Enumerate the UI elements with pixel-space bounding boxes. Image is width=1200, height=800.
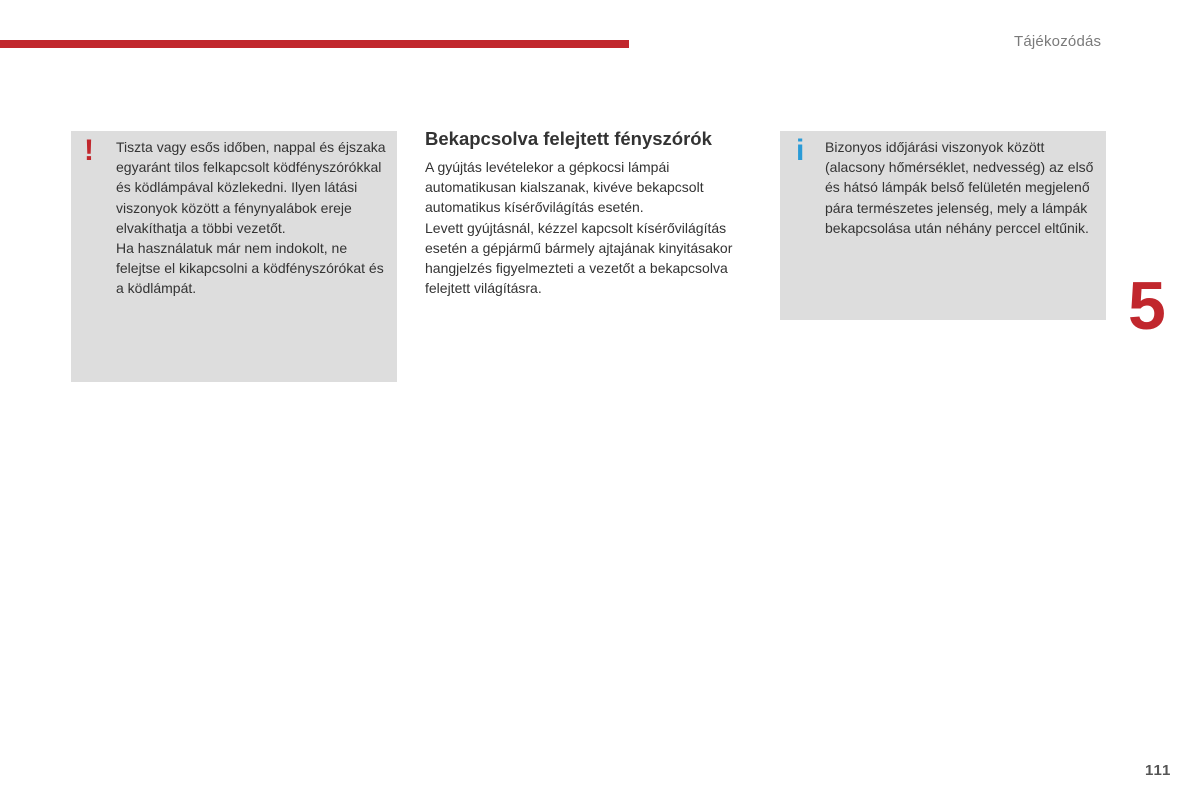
main-paragraph-2: Levett gyújtásnál, kézzel kapcsolt kísérővilágítás esetén a gépjármű bármely ajtajának kinyitásakor hangjelzés figyelmezteti a vezetőt a bekapcsolva felejtett világításra. xyxy=(425,219,733,297)
info-box xyxy=(780,131,1106,320)
main-section xyxy=(425,127,755,298)
info-paragraph-1: Bizonyos időjárási viszonyok között (alacsony hőmérséklet, nedvesség) az első és hátsó lámpák belső felületén megjelenő pára természetes jelenség, mely a lámpák bekapcsolása után néhány perccel eltűnik. xyxy=(825,139,1094,236)
main-paragraph-1: A gyújtás levételekor a gépkocsi lámpái automatikusan kialszanak, kivéve bekapcsolt automatikus kísérővilágítás esetén. xyxy=(425,159,704,216)
chapter-number: 5 xyxy=(1128,268,1166,344)
page-number: 111 xyxy=(1145,762,1172,779)
warning-text xyxy=(116,137,394,299)
warning-paragraph-2: Ha használatuk már nem indokolt, ne felejtse el kikapcsolni a ködfényszórókat és a ködlámpát. xyxy=(116,240,384,297)
info-text xyxy=(825,137,1103,238)
warning-icon: ! xyxy=(84,134,94,167)
info-icon: i xyxy=(796,134,805,167)
section-title: Tájékozódás xyxy=(1014,33,1102,50)
warning-paragraph-1: Tiszta vagy esős időben, nappal és éjszaka egyaránt tilos felkapcsolt ködfényszórókkal és ködlámpával közlekedni. Ilyen látási viszonyok között a fénynyalábok ereje elvakíthatja a többi vezetőt. xyxy=(116,139,386,236)
warning-box xyxy=(71,131,397,382)
section-heading: Bekapcsolva felejtett fényszórók xyxy=(425,128,712,149)
header-accent-bar xyxy=(0,40,629,48)
